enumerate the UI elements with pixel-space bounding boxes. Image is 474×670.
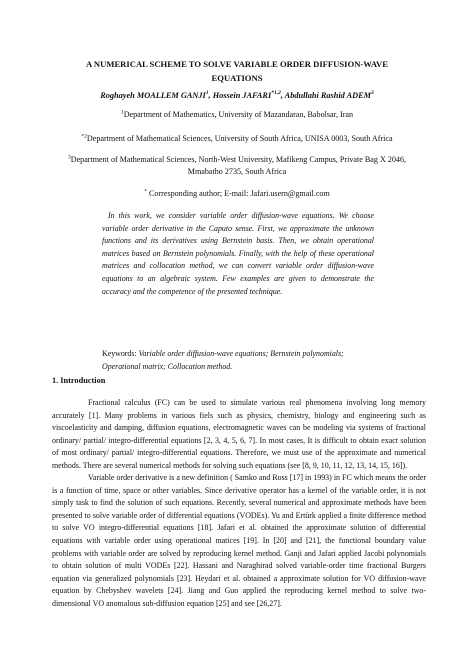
author-2: Hossein JAFARI bbox=[212, 91, 272, 100]
affiliation-2 bbox=[50, 133, 424, 145]
affiliation-1-sup: 1 bbox=[120, 109, 124, 116]
affiliation-1-text: Department of Mathematics, University of Mazandaran, Babolsar, Iran bbox=[123, 110, 354, 119]
affiliation-3 bbox=[50, 154, 424, 178]
introduction-paragraph-2: Variable order derivative is a new definition ( Samko and Ross [17] in 1993) in FC which means the order is a function of time, space or other variables. Since derivative operator has a kernel of the variable order, it is not simply task to find the solution of such equations. Recently, several numerical and approximate methods have been presented to solve variable order of differential equations (VODEs). Yu and Ertürk applied a finite difference method to solve VO integro-differential equations [18]. Jafari et al. obtained the approximate solution of differential equations with variable order using operational matices [19]. In [20] and [21], the functional boundary value problems with variable order are solved by reproducing kernel method. Ganji and Jafari applied Jacobi polynomials to obtain solution of multi VODEs [22]. Hassani and Naraghirad solved variable-order time fractional Burgers equation via generalized polynomials [23]. Heydari et al. obtained a approximate solution for VO diffusion-wave equation by Chebyshev wavelets [24]. Jiang and Guo applied the reproducing kernel method to solve two-dimensional VO anomalous sub-diffusion equation [25] and see [26,27]. bbox=[52, 473, 426, 608]
affiliation-1 bbox=[50, 109, 424, 121]
introduction-paragraph-1: Fractional calculus (FC) can be used to simulate various real phenomena involving long memory accurately [1]. Many problems in various fiels such as physics, chemistry, biology and engineering such as viscoelasticity and damping, diffusion equations, electromagnetic waves can be modeling via systems of fractional ordinary/ partial/ integro-differential equations [2, 3, 4, 5, 6, 7]. In most cases, It is difficult to obtain exact solution of most ordinary/ partial/ integro-differential equations. Therefore, we must use of the approximate and numerical methods. There are several numerical methods for solving such equations (see [8, 9, 10, 11, 12, 13, 14, 15, 16]). bbox=[52, 398, 426, 470]
corresponding-author bbox=[50, 188, 424, 200]
section-heading-introduction: 1. Introduction bbox=[52, 376, 106, 385]
affiliation-3-sup: 3 bbox=[67, 154, 71, 161]
author-1: Roghayeh MOALLEM GANJI bbox=[100, 91, 206, 100]
corresponding-author-text: Corresponding author; E-mail: Jafari.usern@gmail.com bbox=[149, 189, 330, 198]
affiliation-3-text: Department of Mathematical Sciences, North-West University, Mafikeng Campus, Private Bag X 2046, Mmabatho 2735, South Africa bbox=[70, 155, 407, 176]
affiliation-2-sup: *2 bbox=[81, 133, 87, 140]
author-1-sup: 1 bbox=[205, 90, 209, 97]
title-line-2: EQUATIONS bbox=[211, 73, 263, 83]
author-3-sup: 3 bbox=[371, 90, 374, 97]
keywords-label: Keywords bbox=[102, 349, 135, 358]
abstract-text: In this work, we consider variable order diffusion-wave equations. We choose variable order derivative in the Caputo sense. First, we approximate the unknown functions and its derivatives using Bernstein basis. Then, we obtain operational matrices based on Bernstein polynomials. Finally, with the help of these operational matrices and collocation method, we can convert variable order diffusion-wave equations to an algebraic system. Few examples are given to demonstrate the accuracy and the competence of the presented technique. bbox=[102, 211, 374, 296]
author-3: Abdullahi Rashid ADEM bbox=[284, 91, 372, 100]
abstract bbox=[102, 210, 374, 298]
paper-title bbox=[60, 57, 414, 85]
introduction-body bbox=[52, 397, 426, 610]
affiliation-2-text: Department of Mathematical Sciences, University of South Africa, UNISA 0003, South Africa bbox=[86, 134, 393, 143]
keywords-text: Variable order diffusion-wave equations; Bernstein polynomials; Operational matrix; Collocation method. bbox=[102, 349, 344, 371]
author-2-sup: *1,2 bbox=[271, 90, 281, 97]
corresponding-author-sup: * bbox=[144, 188, 147, 195]
author-list: Roghayeh MOALLEM GANJI$^1$, Hossein JAFARI$^{*1,2}$, Abdullahi Rashid ADEM$^3$ bbox=[100, 90, 374, 100]
keywords: Keywords: Variable order diffusion-wave equations; Bernstein polynomials; Operational matrix; Collocation method. bbox=[102, 349, 344, 371]
title-line-1: A NUMERICAL SCHEME TO SOLVE VARIABLE ORDER DIFFUSION-WAVE bbox=[86, 59, 388, 69]
